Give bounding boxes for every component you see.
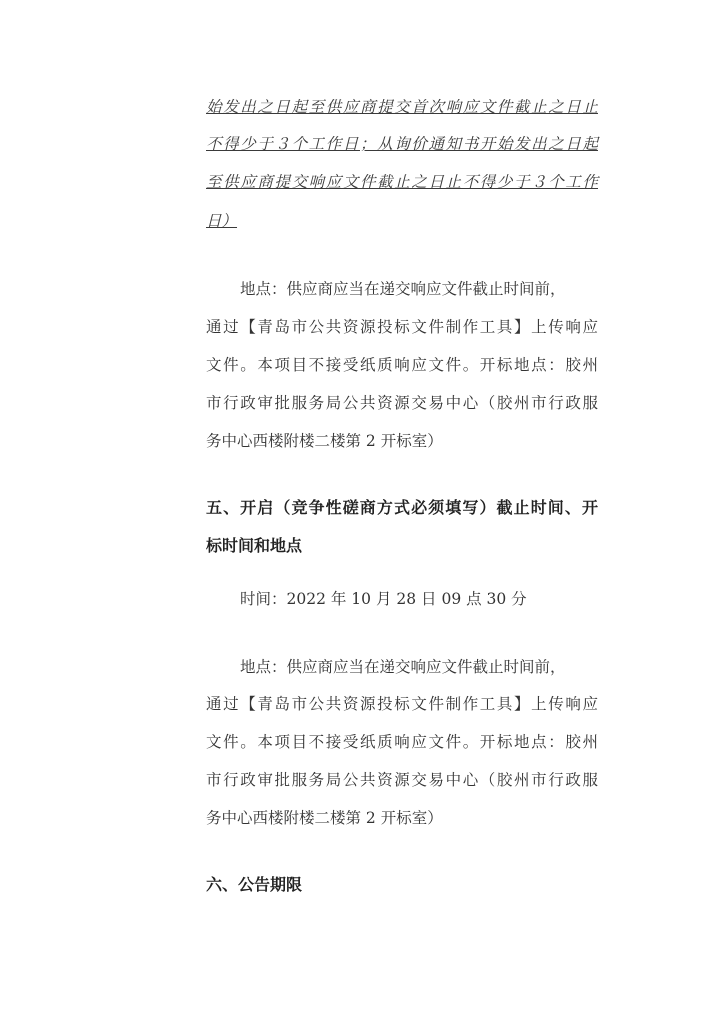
section5-heading-line2: 标时间和地点 bbox=[206, 536, 303, 555]
section5-heading-line1: 五、开启（竞争性磋商方式必须填写）截止时间、开 bbox=[206, 498, 598, 517]
para2-line2: 通过【青岛市公共资源投标文件制作工具】上传响应 bbox=[206, 318, 598, 336]
para3-line1: 地点：供应商应当在递交响应文件截止时间前， bbox=[240, 658, 566, 676]
opening-time: 时间：2022 年 10 月 28 日 09 点 30 分 bbox=[240, 590, 527, 608]
para3-line3: 文件。本项目不接受纸质响应文件。开标地点：胶州 bbox=[206, 733, 598, 751]
para1-line3: 至供应商提交响应文件截止之日止不得少于３个工作 bbox=[206, 173, 598, 191]
para3-line4: 市行政审批服务局公共资源交易中心（胶州市行政服 bbox=[206, 771, 598, 789]
para3-line5: 务中心西楼附楼二楼第 2 开标室） bbox=[206, 809, 443, 827]
section6-heading: 六、公告期限 bbox=[206, 875, 303, 894]
para1-line4: 日） bbox=[206, 212, 238, 230]
para2-line3: 文件。本项目不接受纸质响应文件。开标地点：胶州 bbox=[206, 356, 598, 374]
para1-line2: 不得少于３个工作日；从询价通知书开始发出之日起 bbox=[206, 135, 598, 153]
para3-line2: 通过【青岛市公共资源投标文件制作工具】上传响应 bbox=[206, 695, 598, 713]
para1-line1: 始发出之日起至供应商提交首次响应文件截止之日止 bbox=[206, 98, 598, 116]
para2-line4: 市行政审批服务局公共资源交易中心（胶州市行政服 bbox=[206, 394, 598, 412]
para2-line1: 地点：供应商应当在递交响应文件截止时间前， bbox=[240, 280, 566, 298]
para2-line5: 务中心西楼附楼二楼第 2 开标室） bbox=[206, 432, 443, 450]
